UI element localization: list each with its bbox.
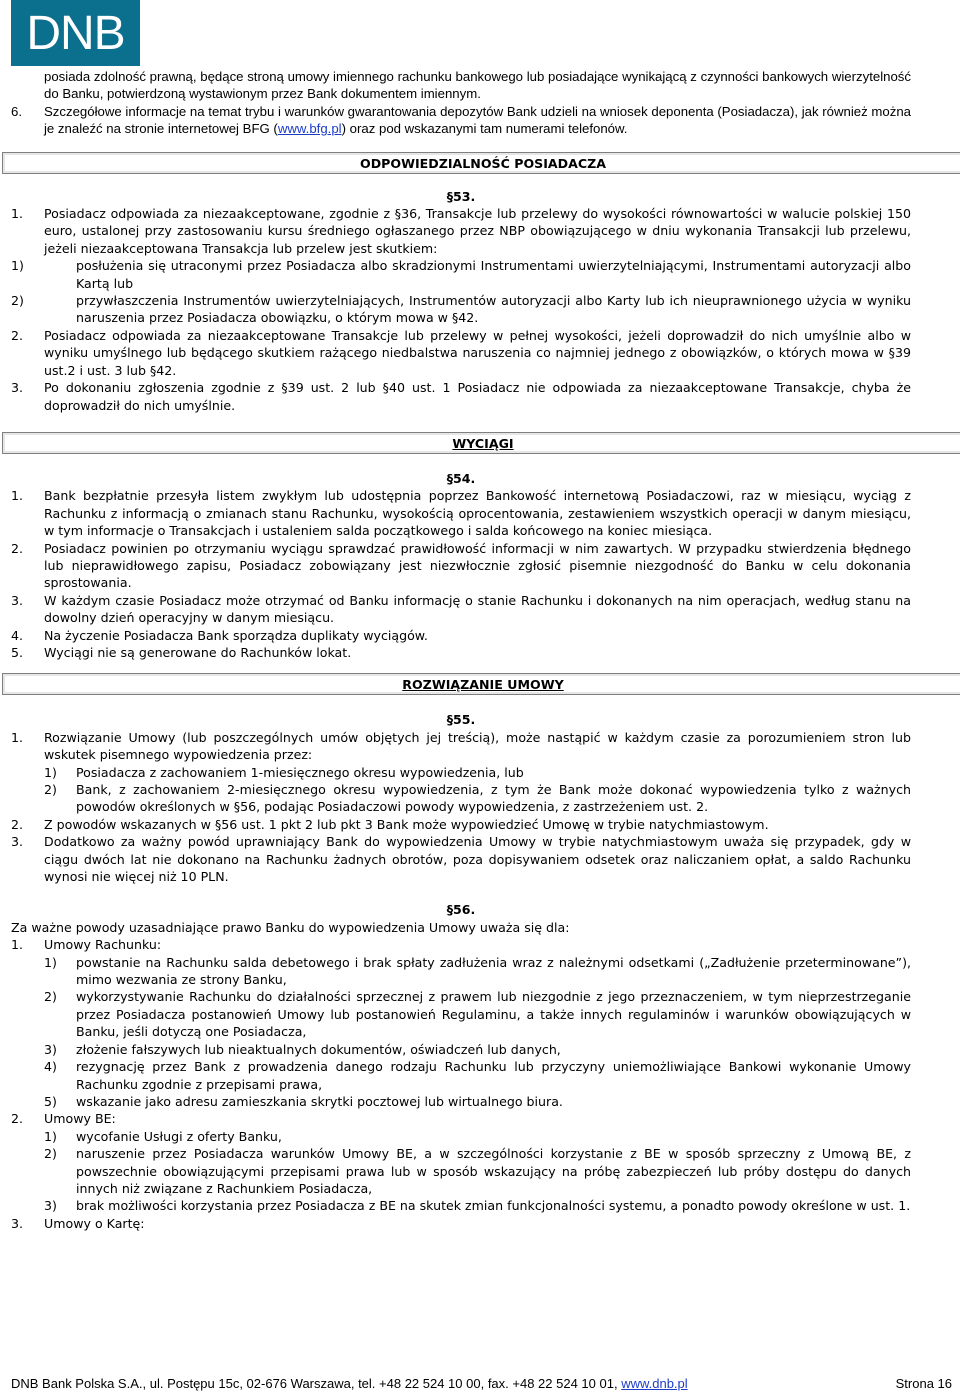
paragraph-55-title: §55. [446,712,476,728]
sub-item: 2) przywłaszczenia Instrumentów uwierzytelniających, Instrumentów autoryzacji albo Karty lub ich nieuprawnionego użycia w wyniku naruszenia przez Posiadacza obowiązku, o którym mowa w §42. [11,293,911,326]
item-text: Szczegółowe informacje na temat trybu i warunków gwarantowania depozytów Bank udzieli na wniosek deponenta (Posiadacza), jak również można je znaleźć na stronie internetowej BFG ( [44,103,911,137]
list-item: 1. Rozwiązanie Umowy (lub poszczególnych umów objętych jej treścią), może nastąpić w każdym czasie za porozumieniem stron lub wskutek pisemnego wypowiedzenia przez: [11,729,911,763]
sub-item: 1) posłużenia się utraconymi przez Posiadacza albo skradzionymi Instrumentami uwierzytelniającymi, Instrumentami autoryzacji albo Kartą lub [11,258,911,291]
list-item: 3. Po dokonaniu zgłoszenia zgodnie z §39 ust. 2 lub §40 ust. 1 Posiadacz nie odpowiada za niezaakceptowane Transakcje, chyba że doprowadził do nich umyślnie. [11,380,911,413]
list-item: 1. Posiadacz odpowiada za niezaakceptowane, zgodnie z §36, Transakcje lub przelewy do wysokości równowartości w walucie polskiej 150 euro, ustalonej przy zastosowaniu kursu średniego ogłaszanego przez NBP obowiązującego w dniu wykonania Transakcji lub przelewu, jeżeli niezaakceptowana Transakcja lub przelew jest skutkiem: [11,206,911,256]
item-number: 6. [11,103,22,119]
footer-link[interactable]: www.dnb.pl [621,1376,688,1391]
sub-item: 1) powstanie na Rachunku salda debetowego i brak spłaty zadłużenia wraz z należnymi odsetkami („Zadłużenie przeterminowane”), mimo wezwania ze strony Banku, [44,954,911,988]
sub-item: 1) wycofanie Usługi z oferty Banku, [44,1128,282,1144]
document-body [11,68,911,1232]
section-header-termination: ROZWIĄZANIE UMOWY [2,673,960,695]
sub-item: 2) Bank, z zachowaniem 2-miesięcznego okresu wypowiedzenia, z tym że Bank może dokonać wypowiedzenia tylko z ważnych powodów określonych w §56, podając Posiadaczowi powody wypowiedzenia, z zastrzeżeniem ust. 2. [44,782,911,815]
list-item: 3. Umowy o Kartę: [11,1215,145,1231]
list-item: 2. Umowy BE: [11,1111,116,1127]
list-item: 2. Posiadacz powinien po otrzymaniu wyciągu sprawdzać prawidłowość informacji w nim zawartych. W przypadku stwierdzenia błędnego lub nieprawidłowego zapisu, Posiadacz zobowiązany jest niezwłocznie zgłosić pisemnie niezgodność do Banku w celu dokonania sprostowania. [11,540,911,591]
list-item: 5. Wyciągi nie są generowane do Rachunków lokat. [11,644,352,660]
sub-item: 3) brak możliwości korzystania przez Posiadacza z BE na skutek zmian funkcjonalności systemu, a ponadto powody określone w ust. 1. [44,1198,911,1214]
list-item: 2. Z powodów wskazanych w §56 ust. 1 pkt 2 lub pkt 3 Bank może wypowiedzieć Umowę w trybie natychmiastowym. [11,816,769,832]
page-footer [11,1376,952,1391]
paragraph-54-title: §54. [446,470,476,486]
page-number: Strona 16 [895,1376,952,1391]
paragraph-56-title: §56. [446,902,476,918]
list-item: 3. Dodatkowo za ważny powód uprawniający Bank do wypowiedzenia Umowy w trybie natychmiastowym uważa się przypadek, gdy w ciągu dwóch lat nie dokonano na Rachunku żadnych obrotów, poza dopisywaniem odsetek oraz naliczaniem opłat, a saldo Rachunku wynosi nie więcej niż 10 PLN. [11,834,911,885]
logo-text: DNB [26,7,125,60]
sub-item: 4) rezygnację przez Bank z prowadzenia danego rodzaju Rachunku lub przyczyny uniemożliwiające Bankowi wykonanie Umowy Rachunku zgodnie z przepisami prawa, [44,1059,911,1092]
sub-item: 3) złożenie fałszywych lub nieaktualnych dokumentów, oświadczeń lub danych, [44,1041,561,1057]
sub-item: 2) naruszenie przez Posiadacza warunków Umowy BE, a w szczególności korzystanie z BE w sposób sprzeczny z Umową BE, z powszechnie obowiązującymi przepisami prawa lub w sposób wskazujący na próbę zabezpieczeń lub próby dostępu do danych innych niż związane z Rachunkiem Posiadacza, [44,1146,911,1196]
list-item: 1. Bank bezpłatnie przesyła listem zwykłym lub udostępnia poprzez Bankowość internetową Posiadaczowi, raz w miesiącu, wyciąg z Rachunku z informacją o zmianach stanu Rachunku, wysokością oprocentowania, zestawieniem wszystkich operacji w danym miesiącu, w tym informacje o Transakcjach i ustaleniem salda początkowego i salda końcowego na koniec miesiąca. [11,488,911,539]
item-text-tail: ) oraz pod wskazanymi tam numerami telefonów. [341,121,628,137]
intro-item-6 [11,103,911,138]
list-item: 2. Posiadacz odpowiada za niezaakceptowane Transakcje lub przelewy w pełnej wysokości, jeżeli doprowadził do nich umyślnie albo w wyniku umyślnego lub będącego skutkiem rażącego niedbalstwa naruszenia co najmniej jednego z obowiązków, o których mowa w §39 ust.2 i ust. 3 lub §42. [11,327,911,378]
sub-item: 1) Posiadacza z zachowaniem 1-miesięcznego okresu wypowiedzenia, lub [44,764,524,780]
section-header-liability: ODPOWIEDZIALNOŚĆ POSIADACZA [2,152,960,174]
list-item: 4. Na życzenie Posiadacza Bank sporządza duplikaty wyciągów. [11,627,428,643]
footer-address: DNB Bank Polska S.A., ul. Postępu 15c, 02-676 Warszawa, tel. +48 22 524 10 00, fax. +48 22 524 10 01, [11,1376,622,1391]
sub-item: 5) wskazanie jako adresu zamieszkania skrytki pocztowej lub wirtualnego biura. [44,1093,563,1109]
bfg-link[interactable]: www.bfg.pl [277,121,342,137]
sub-item: 2) wykorzystywanie Rachunku do działalności sprzecznej z prawem lub niezgodnie z jego przeznaczeniem, w tym nieprzestrzeganie przez Posiadacza postanowień Umowy lub postanowień Regulaminu, a także innych regulaminów i warunków obowiązujących w Banku, jeśli dotyczą one Posiadacza, [44,989,911,1040]
dnb-logo [11,0,140,66]
section-header-statements: WYCIĄGI [2,432,960,454]
paragraph-53-title: §53. [446,188,476,204]
paragraph-56-lead: Za ważne powody uzasadniające prawo Banku do wypowiedzenia Umowy uważa się dla: [11,919,570,935]
list-item: 3. W każdym czasie Posiadacz może otrzymać od Banku informację o stanie Rachunku i dokonanych na nim operacjach, według stanu na dowolny dzień operacyjny w danym miesiącu. [11,592,911,626]
intro-continuation: posiada zdolność prawną, będące stroną umowy imiennego rachunku bankowego lub posiadające wynikającą z czynności bankowych wierzytelność do Banku, potwierdzoną wystawionym przez Bank dokumentem imiennym. [44,69,911,102]
list-item: 1. Umowy Rachunku: [11,937,162,953]
